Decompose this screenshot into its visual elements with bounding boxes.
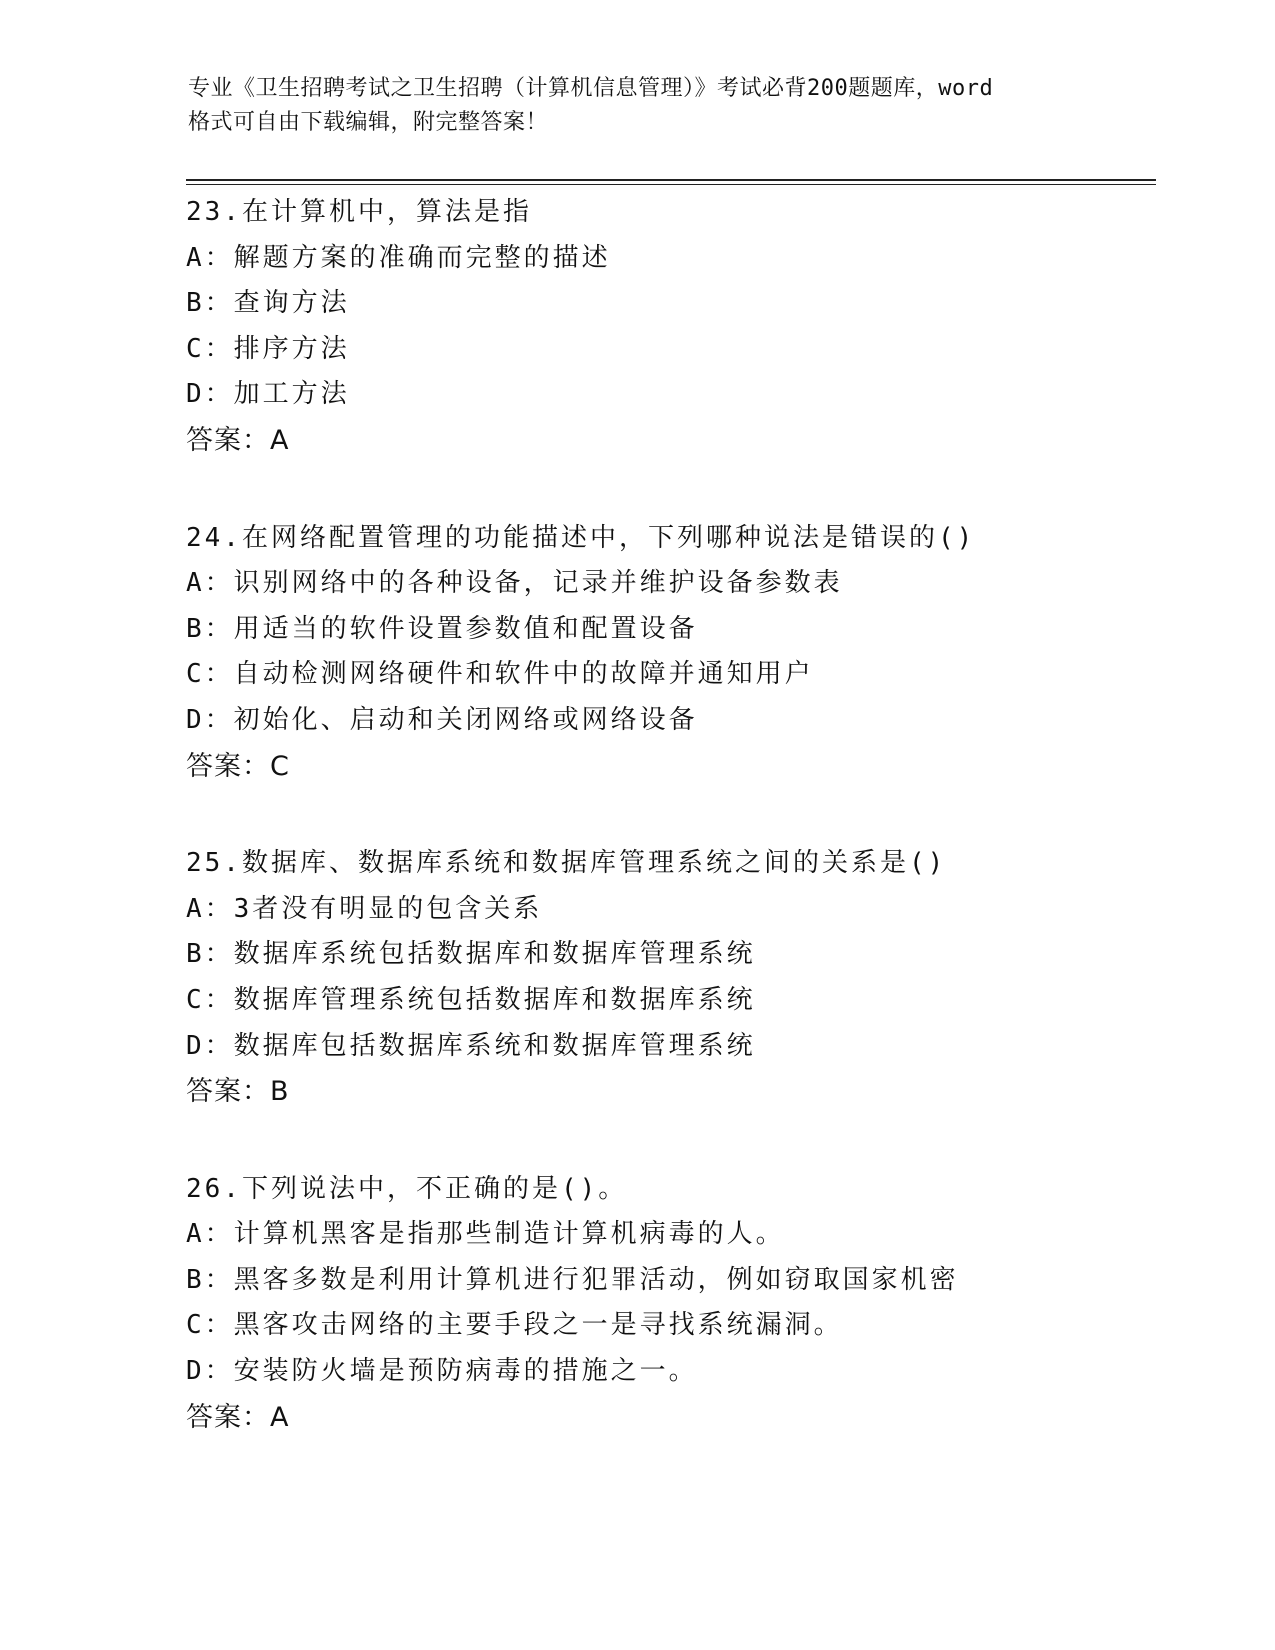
question-stem: 26.下列说法中，不正确的是()。: [186, 1173, 628, 1204]
question-25: [186, 841, 1146, 1115]
question-24: [186, 516, 1146, 790]
option-a: A：识别网络中的各种设备，记录并维护设备参数表: [186, 568, 843, 599]
option-a: A：解题方案的准确而完整的描述: [186, 242, 611, 273]
option-a: A：3者没有明显的包含关系: [186, 893, 543, 924]
option-b: B：黑客多数是利用计算机进行犯罪活动，例如窃取国家机密: [186, 1264, 959, 1295]
question-23: [186, 190, 1146, 464]
document-header: [188, 72, 1088, 140]
option-b: B：查询方法: [186, 288, 350, 319]
question-26: [186, 1167, 1146, 1441]
question-stem: 24.在网络配置管理的功能描述中，下列哪种说法是错误的(): [186, 522, 976, 553]
header-line-2: 格式可自由下载编辑，附完整答案！: [188, 110, 549, 135]
option-c: C：自动检测网络硬件和软件中的故障并通知用户: [186, 659, 814, 690]
option-d: D：初始化、启动和关闭网络或网络设备: [186, 704, 698, 735]
answer: 答案：A: [186, 424, 290, 456]
header-line-1: 专业《卫生招聘考试之卫生招聘（计算机信息管理）》考试必背200题题库，word: [188, 76, 994, 101]
option-c: C：排序方法: [186, 333, 350, 364]
option-d: D：数据库包括数据库系统和数据库管理系统: [186, 1030, 756, 1061]
option-b: B：用适当的软件设置参数值和配置设备: [186, 613, 698, 644]
answer: 答案：A: [186, 1401, 290, 1433]
option-c: C：黑客攻击网络的主要手段之一是寻找系统漏洞。: [186, 1310, 843, 1341]
question-stem: 23.在计算机中，算法是指: [186, 197, 532, 227]
answer: 答案：C: [186, 750, 290, 782]
question-list: [186, 190, 1146, 1492]
question-stem: 25.数据库、数据库系统和数据库管理系统之间的关系是(): [186, 848, 947, 879]
option-d: D：安装防火墙是预防病毒的措施之一。: [186, 1356, 698, 1387]
answer: 答案：B: [186, 1076, 290, 1108]
option-c: C：数据库管理系统包括数据库和数据库系统: [186, 984, 756, 1015]
header-rule-thick: [186, 179, 1156, 181]
option-a: A：计算机黑客是指那些制造计算机病毒的人。: [186, 1219, 785, 1250]
option-d: D：加工方法: [186, 379, 350, 410]
option-b: B：数据库系统包括数据库和数据库管理系统: [186, 939, 756, 970]
header-rule-thin: [186, 184, 1156, 185]
